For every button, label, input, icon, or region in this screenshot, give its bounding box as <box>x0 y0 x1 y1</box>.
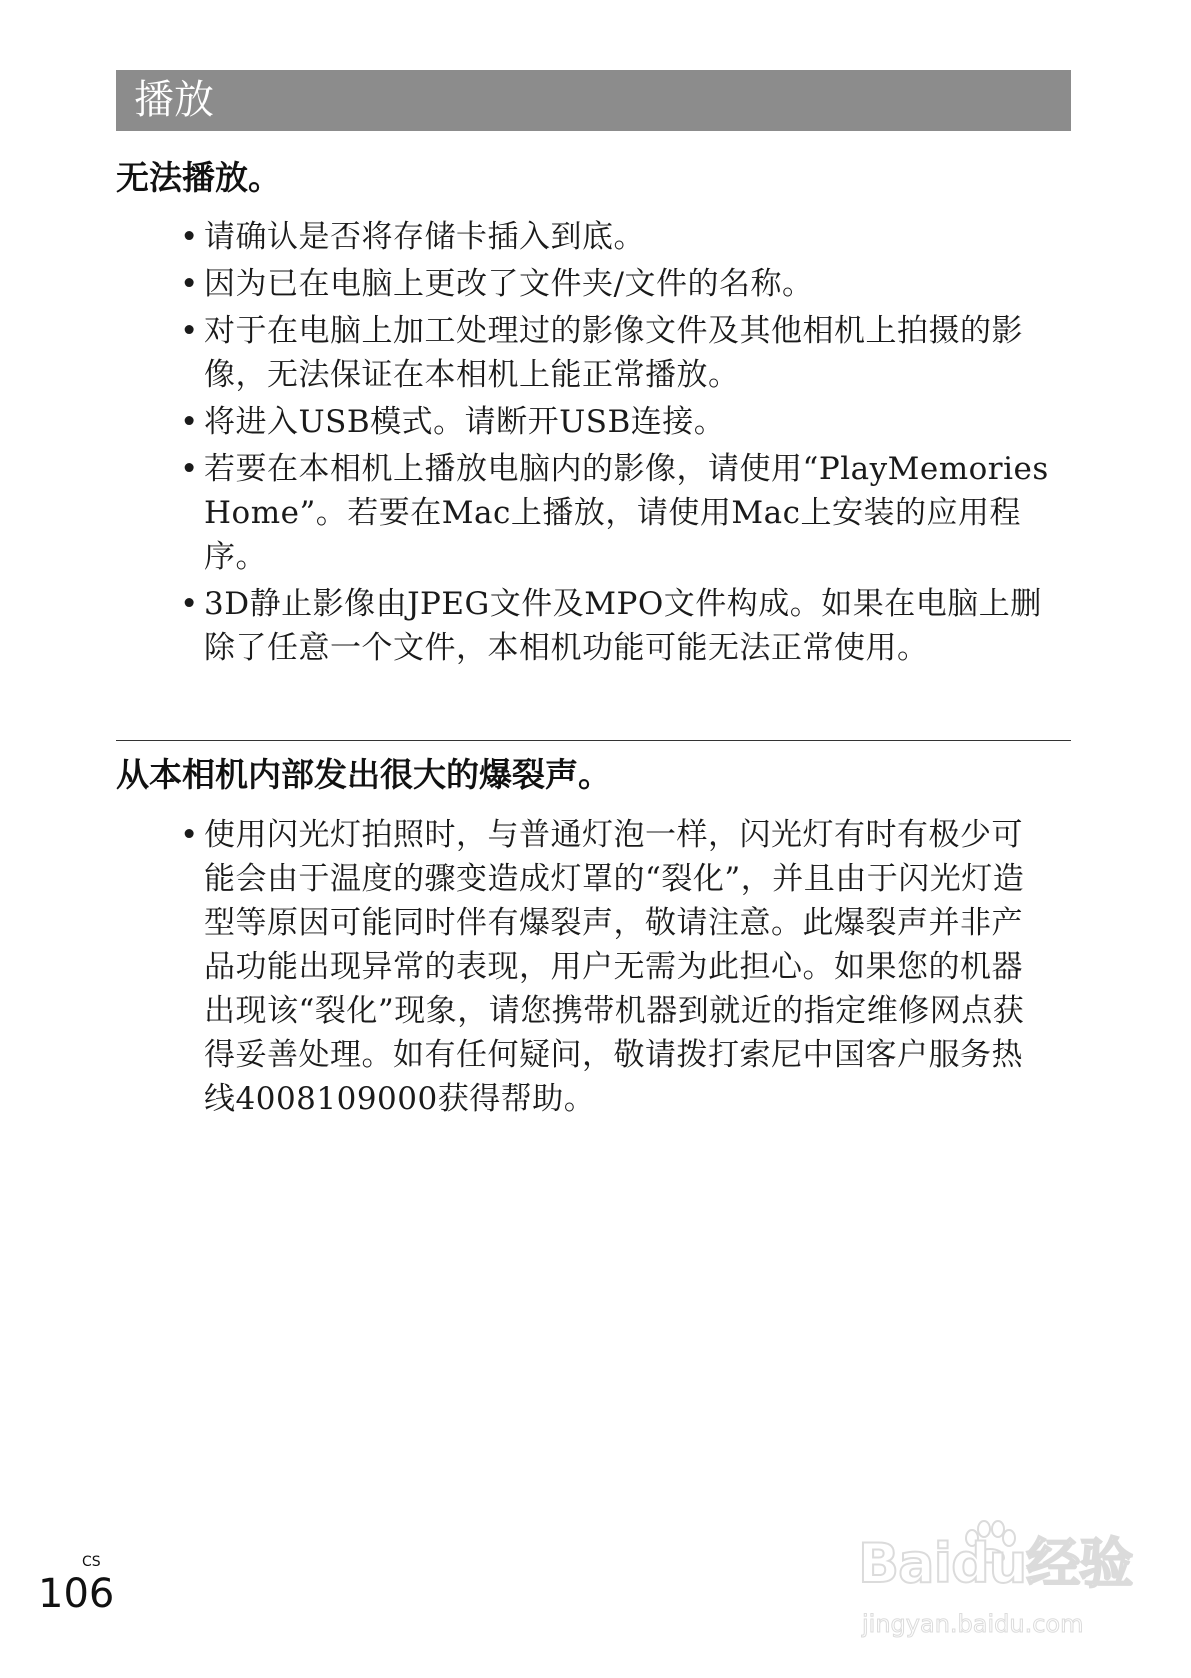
list-item-text: 若要在本相机上播放电脑内的影像，请使用“PlayMemories Home”。若要在Mac上播放，请使用Mac上安装的应用程序。 <box>204 451 1049 575</box>
subsection-title-popping-sound: 从本相机内部发出很大的爆裂声。 <box>116 755 611 794</box>
bullet-icon: • <box>180 817 199 853</box>
list-item <box>180 447 1050 579</box>
section-header-bar <box>116 70 1071 131</box>
section-divider <box>116 740 1071 741</box>
list-item-text: 对于在电脑上加工处理过的影像文件及其他相机上拍摄的影像，无法保证在本相机上能正常播放。 <box>204 313 1023 393</box>
bullet-icon: • <box>180 586 199 622</box>
bullet-list-popping-sound <box>180 813 1050 1124</box>
list-item <box>180 309 1050 397</box>
watermark-brand-text: Baidu经验 <box>858 1532 1133 1595</box>
list-item <box>180 400 1050 444</box>
bullet-list-cannot-play <box>180 215 1050 673</box>
list-item-text: 因为已在电脑上更改了文件夹/文件的名称。 <box>204 266 814 302</box>
list-item <box>180 215 1050 259</box>
list-item <box>180 813 1050 1121</box>
bullet-icon: • <box>180 313 199 349</box>
bullet-icon: • <box>180 451 199 487</box>
list-item-text: 请确认是否将存储卡插入到底。 <box>204 219 645 255</box>
list-item <box>180 262 1050 306</box>
page-number: 106 <box>38 1571 115 1617</box>
list-item <box>180 582 1050 670</box>
section-title: 播放 <box>134 77 214 123</box>
list-item-text: 将进入USB模式。请断开USB连接。 <box>204 404 726 440</box>
bullet-icon: • <box>180 266 199 302</box>
bullet-icon: • <box>180 404 199 440</box>
bullet-icon: • <box>180 219 199 255</box>
watermark-url-text: jingyan.baidu.com <box>862 1610 1084 1638</box>
list-item-text: 使用闪光灯拍照时，与普通灯泡一样，闪光灯有时有极少可能会由于温度的骤变造成灯罩的“裂化”，并且由于闪光灯造型等原因可能同时伴有爆裂声，敬请注意。此爆裂声并非产品功能出现异常的表现，用户无需为此担心。如果您的机器出现该“裂化”现象，请您携带机器到就近的指定维修网点获得妥善处理。如有任何疑问，敬请拨打索尼中国客户服务热线4008109000获得帮助。 <box>204 817 1025 1117</box>
baidu-watermark <box>858 1520 1138 1650</box>
list-item-text: 3D静止影像由JPEG文件及MPO文件构成。如果在电脑上删除了任意一个文件，本相机功能可能无法正常使用。 <box>204 586 1042 666</box>
subsection-title-cannot-play: 无法播放。 <box>116 158 281 197</box>
language-code: CS <box>82 1554 101 1570</box>
